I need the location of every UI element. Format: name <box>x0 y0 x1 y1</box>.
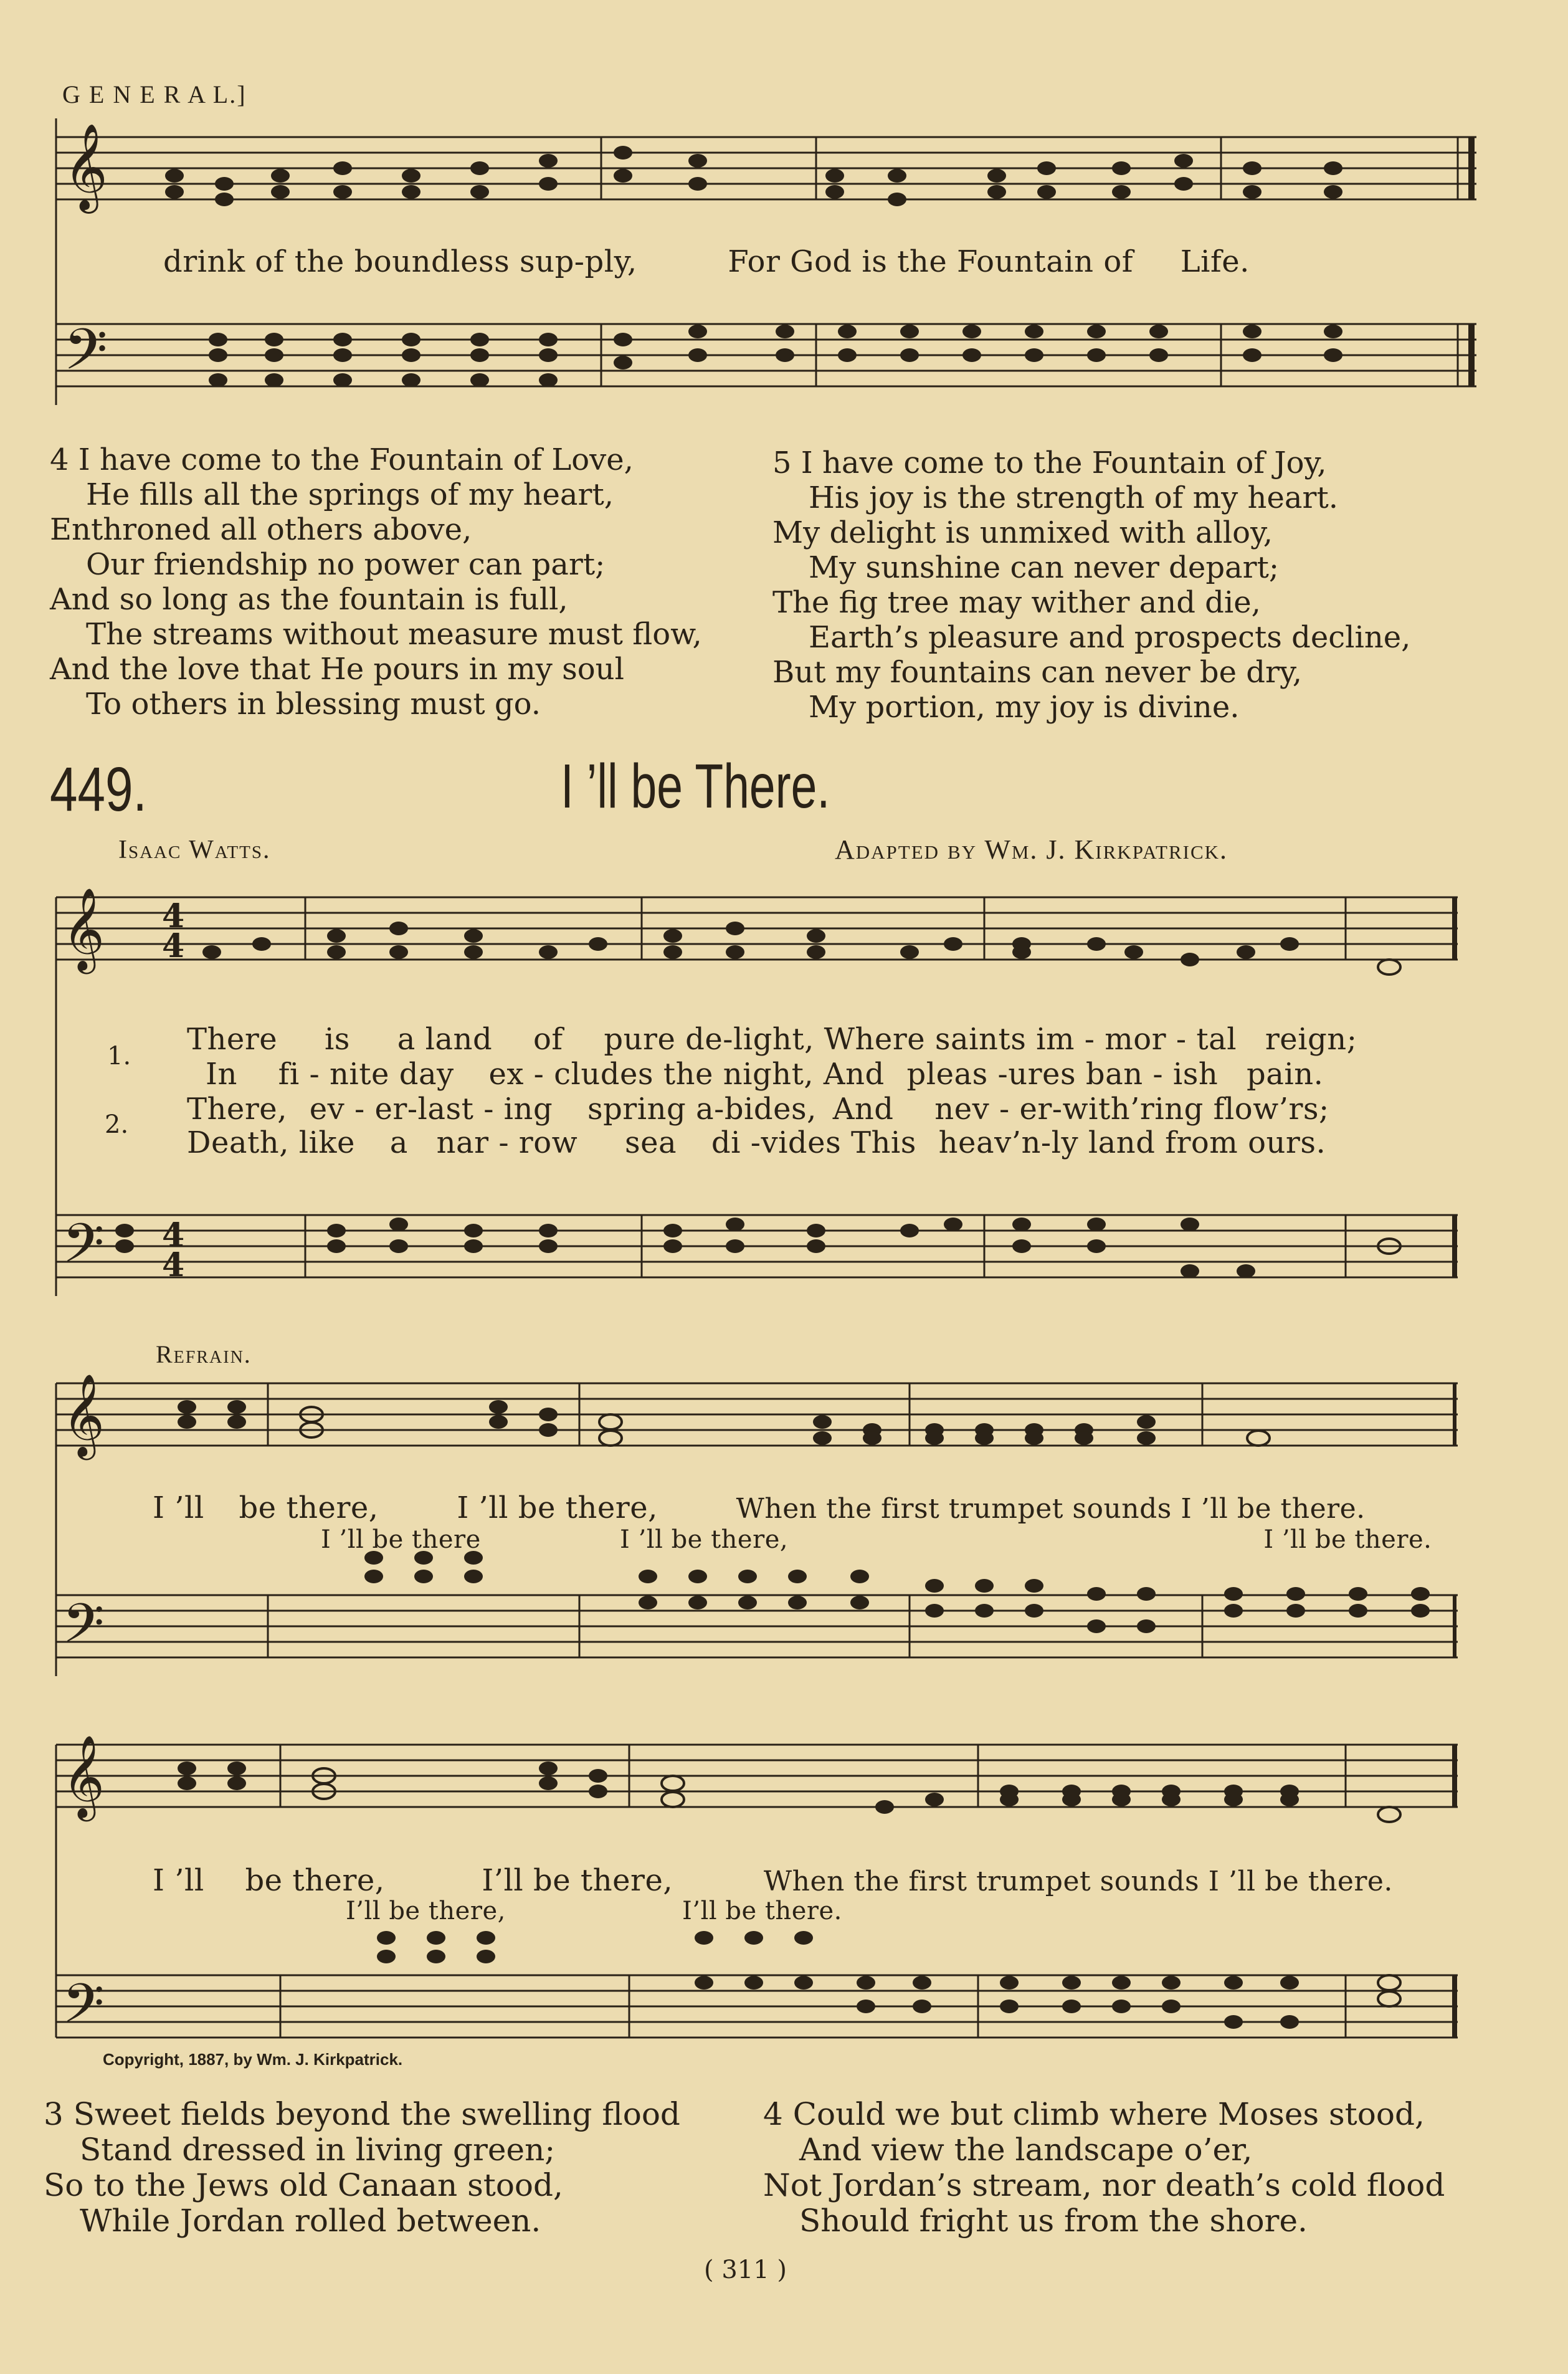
verse-line: But my fountains can never be dry, <box>772 655 1302 690</box>
svg-text:4: 4 <box>162 897 185 935</box>
svg-text:𝄢: 𝄢 <box>64 317 108 396</box>
lyric-syllable: di -vides This <box>711 1125 916 1160</box>
lyric-syllable: ev - er-last - ing <box>309 1092 553 1127</box>
lyric-syllable: is <box>324 1022 350 1057</box>
lyric-syllable: I ’ll be there, <box>457 1490 658 1525</box>
hymn-author: Isaac Watts. <box>118 836 271 864</box>
lyric-syllable: heav’n-ly land from ours. <box>938 1125 1326 1160</box>
lyric-syllable: There, <box>187 1092 287 1127</box>
verse-line: My delight is unmixed with alloy, <box>772 515 1273 550</box>
top-verse-4 <box>50 442 702 722</box>
svg-text:4: 4 <box>162 927 185 965</box>
verse-line: 4 I have come to the Fountain of Love, <box>50 442 634 477</box>
refrain-bass-line-1 <box>321 1525 1432 1554</box>
verse-line: Our friendship no power can part; <box>86 547 606 582</box>
hymn-verse-4 <box>763 2097 1445 2239</box>
verse-line: He fills all the springs of my heart, <box>86 477 614 512</box>
refrain-line-2 <box>153 1863 1393 1898</box>
hymn-verse-3 <box>44 2097 680 2239</box>
refrain-bass-line-2 <box>346 1897 842 1925</box>
lyric-syllable: a land <box>397 1022 493 1057</box>
verse-line: While Jordan rolled between. <box>80 2203 541 2239</box>
stanza-1-line-1 <box>187 1022 1357 1057</box>
lyric-syllable: a <box>389 1125 408 1160</box>
verse-line: Earth’s pleasure and prospects decline, <box>809 620 1411 655</box>
verse-line: My portion, my joy is divine. <box>809 690 1240 725</box>
lyric-syllable: of <box>533 1022 563 1057</box>
svg-text:4: 4 <box>162 1216 185 1254</box>
verse-line: So to the Jews old Canaan stood, <box>44 2167 563 2203</box>
verse-line: Enthroned all others above, <box>50 512 472 547</box>
lyric-syllable: Death, like <box>187 1125 355 1160</box>
lyric-syllable: I ’ll be there <box>321 1525 481 1554</box>
verse-line: Stand dressed in living green; <box>80 2132 556 2168</box>
lyric-syllable: nev - er-with’ring flow’rs; <box>934 1092 1329 1127</box>
lyric-syllable: fi - nite day <box>278 1057 454 1092</box>
stanza-2-line-2 <box>187 1125 1326 1160</box>
svg-text:𝄞: 𝄞 <box>62 887 105 971</box>
hymn-number: 449. <box>50 755 147 824</box>
verse-line: 4 Could we but climb where Moses stood, <box>763 2096 1425 2132</box>
top-lyric-part2: For God is the Fountain of <box>728 244 1133 279</box>
lyric-syllable: I’ll be there. <box>682 1897 842 1925</box>
verse-line: Should fright us from the shore. <box>799 2203 1308 2239</box>
verse-line: And the love that He pours in my soul <box>50 652 624 687</box>
lyric-syllable: I’ll be there, <box>482 1863 673 1898</box>
lyric-syllable: ex - cludes the night, <box>488 1057 814 1092</box>
lyric-syllable: I ’ll <box>153 1863 204 1898</box>
lyric-syllable: pleas -ures ban - ish <box>906 1057 1219 1092</box>
verse-line: And so long as the fountain is full, <box>50 582 568 617</box>
lyric-syllable: spring a-bides, <box>587 1092 817 1127</box>
lyric-syllable: When the first trumpet sounds I ’ll be there. <box>763 1866 1393 1897</box>
lyric-syllable: I ’ll be there. <box>1263 1525 1432 1554</box>
lyric-syllable: pain. <box>1247 1057 1324 1092</box>
lyric-syllable: be there, <box>245 1863 385 1898</box>
section-header: G E N E R A L.] <box>62 80 247 108</box>
stanza-1-label: 1. <box>107 1042 131 1070</box>
page-number: ( 311 ) <box>704 2256 787 2284</box>
verse-line: The streams without measure must flow, <box>86 617 702 652</box>
lyric-syllable: And <box>823 1057 885 1092</box>
svg-text:𝄢: 𝄢 <box>62 1972 105 2048</box>
top-verse-5 <box>772 446 1410 725</box>
lyric-syllable: reign; <box>1265 1022 1357 1057</box>
svg-text:𝄢: 𝄢 <box>62 1592 105 1668</box>
hymn-composer: Adapted by Wm. J. Kirkpatrick. <box>835 834 1228 865</box>
lyric-syllable: Where saints im - mor - tal <box>824 1022 1237 1057</box>
lyric-syllable: sea <box>624 1125 677 1160</box>
verse-line: His joy is the strength of my heart. <box>809 480 1338 515</box>
refrain-label: Refrain. <box>156 1340 252 1368</box>
svg-text:𝄞: 𝄞 <box>64 123 108 210</box>
lyric-syllable: And <box>832 1092 894 1127</box>
lyric-syllable: I’ll be there, <box>346 1897 506 1925</box>
svg-text:4: 4 <box>162 1246 185 1284</box>
svg-text:𝄞: 𝄞 <box>62 1735 105 1818</box>
verse-line: And view the landscape o’er, <box>799 2132 1253 2168</box>
lyric-syllable: When the first trumpet sounds I ’ll be there. <box>736 1493 1366 1525</box>
svg-text:𝄞: 𝄞 <box>62 1373 105 1457</box>
verse-line: Not Jordan’s stream, nor death’s cold flood <box>763 2167 1445 2203</box>
refrain-line-1 <box>153 1490 1366 1525</box>
verse-line: My sunshine can never depart; <box>809 550 1280 585</box>
svg-text:𝄢: 𝄢 <box>62 1212 105 1288</box>
top-lyric-part3: Life. <box>1180 244 1250 279</box>
top-lyric-line <box>163 244 1250 279</box>
hymn-title: I ’ll be There. <box>561 751 830 821</box>
lyric-syllable: nar - row <box>436 1125 578 1160</box>
lyric-syllable: I ’ll <box>153 1490 204 1525</box>
verse-line: To others in blessing must go. <box>86 687 541 722</box>
lyric-syllable: I ’ll be there, <box>620 1525 789 1554</box>
stanza-1-line-2 <box>206 1057 1323 1092</box>
top-lyric-part1: drink of the boundless sup-ply, <box>163 244 637 279</box>
lyric-syllable: be there, <box>239 1490 379 1525</box>
lyric-syllable: In <box>206 1057 237 1092</box>
lyric-syllable: pure de-light, <box>604 1022 814 1057</box>
stanza-2-line-1 <box>187 1092 1329 1127</box>
copyright-notice: Copyright, 1887, by Wm. J. Kirkpatrick. <box>103 2050 403 2069</box>
stanza-2-label: 2. <box>105 1110 129 1139</box>
verse-line: 5 I have come to the Fountain of Joy, <box>772 446 1327 480</box>
verse-line: The fig tree may wither and die, <box>772 585 1261 620</box>
verse-line: 3 Sweet fields beyond the swelling flood <box>44 2096 680 2132</box>
lyric-syllable: There <box>187 1022 278 1057</box>
